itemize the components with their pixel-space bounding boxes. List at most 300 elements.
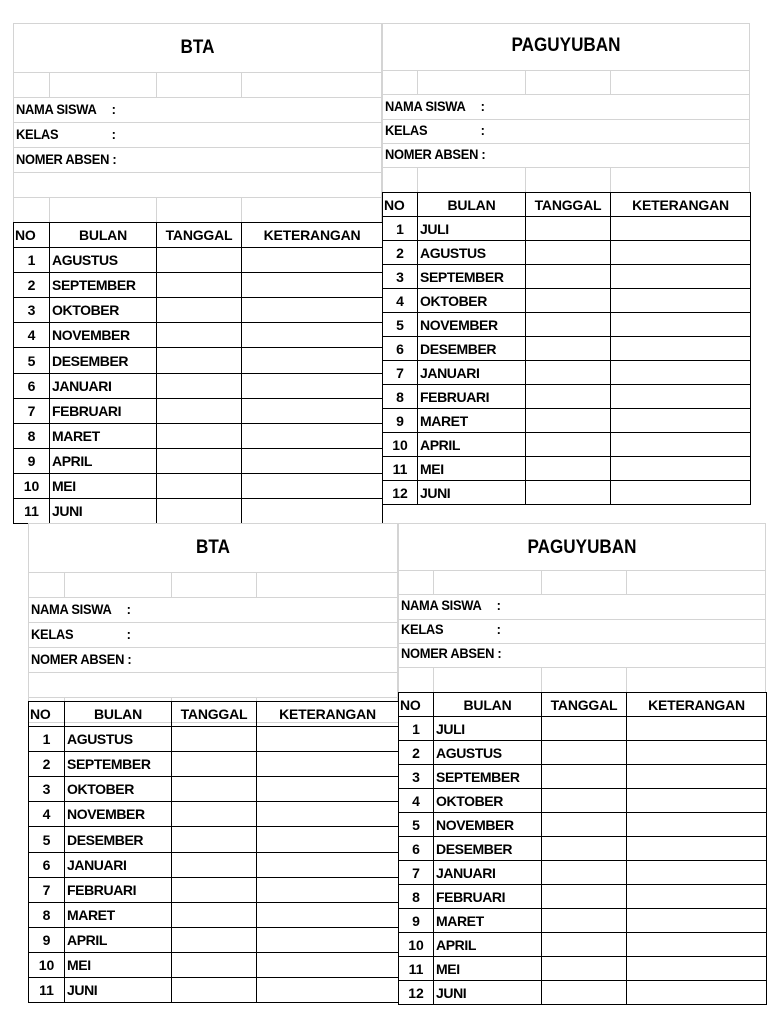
notes-cell[interactable] (627, 957, 767, 981)
table-row (383, 457, 751, 481)
notes-cell[interactable] (611, 241, 751, 265)
row-month: JUNI (65, 978, 172, 1003)
table-row (29, 802, 399, 827)
row-month: JANUARI (434, 861, 542, 885)
notes-cell[interactable] (627, 813, 767, 837)
table-row (383, 337, 751, 361)
date-cell[interactable] (526, 409, 611, 433)
row-number: 6 (383, 337, 418, 361)
date-cell[interactable] (526, 337, 611, 361)
grid-line (28, 572, 398, 573)
row-month: SEPTEMBER (50, 273, 157, 298)
table-row (399, 813, 767, 837)
student-name-label-text: NAMA SISWA (401, 597, 482, 613)
table-row (399, 957, 767, 981)
table-row (399, 909, 767, 933)
class-label-text: KELAS (16, 126, 59, 142)
date-cell[interactable] (526, 385, 611, 409)
grid-line (541, 667, 542, 692)
row-number: 9 (14, 448, 50, 473)
row-month: AGUSTUS (418, 241, 526, 265)
table-row (29, 902, 399, 927)
date-cell[interactable] (157, 398, 242, 423)
row-month: JANUARI (50, 373, 157, 398)
row-number: 11 (399, 957, 434, 981)
date-cell[interactable] (542, 741, 627, 765)
column-date-header: TANGGAL (542, 693, 627, 717)
table-row (399, 981, 767, 1005)
notes-cell[interactable] (611, 409, 751, 433)
row-month: OKTOBER (50, 298, 157, 323)
row-number: 1 (399, 717, 434, 741)
absence-number-label-text: NOMER ABSEN : (31, 651, 132, 667)
table-row (399, 861, 767, 885)
notes-cell[interactable] (611, 385, 751, 409)
colon: : (126, 601, 131, 617)
row-number: 11 (14, 499, 50, 524)
grid-line (382, 119, 750, 120)
notes-cell[interactable] (257, 727, 399, 752)
grid-line (13, 97, 382, 98)
absence-number-label-text: NOMER ABSEN : (401, 645, 502, 661)
notes-cell[interactable] (257, 752, 399, 777)
column-no-header: NO (29, 702, 65, 727)
grid-line (541, 570, 542, 594)
date-cell[interactable] (542, 813, 627, 837)
table-row (383, 433, 751, 457)
row-number: 10 (29, 952, 65, 977)
row-number: 4 (14, 323, 50, 348)
class-label (385, 122, 485, 138)
notes-cell[interactable] (257, 777, 399, 802)
row-month: JANUARI (418, 361, 526, 385)
row-month: APRIL (65, 927, 172, 952)
row-number: 4 (29, 802, 65, 827)
row-month: DESEMBER (50, 348, 157, 373)
row-number: 2 (399, 741, 434, 765)
date-cell[interactable] (526, 265, 611, 289)
row-number: 8 (383, 385, 418, 409)
column-month-header: BULAN (65, 702, 172, 727)
notes-cell[interactable] (242, 448, 383, 473)
grid-line (13, 197, 382, 198)
table-row (29, 777, 399, 802)
row-month: DESEMBER (65, 827, 172, 852)
notes-cell[interactable] (242, 398, 383, 423)
table-header-row (14, 223, 383, 248)
grid-line (13, 147, 382, 148)
grid-line (398, 523, 399, 692)
grid-line (49, 72, 50, 97)
class-label (16, 126, 116, 142)
column-month-header: BULAN (434, 693, 542, 717)
row-number: 2 (383, 241, 418, 265)
row-number: 11 (383, 457, 418, 481)
grid-line (382, 70, 750, 71)
row-number: 6 (399, 837, 434, 861)
colon: : (111, 101, 116, 117)
notes-cell[interactable] (257, 902, 399, 927)
grid-line (28, 622, 398, 623)
notes-cell[interactable] (611, 361, 751, 385)
date-cell[interactable] (157, 499, 242, 524)
date-cell[interactable] (542, 909, 627, 933)
notes-cell[interactable] (627, 885, 767, 909)
date-cell[interactable] (172, 978, 257, 1003)
notes-cell[interactable] (627, 717, 767, 741)
colon: : (111, 126, 116, 142)
notes-cell[interactable] (627, 909, 767, 933)
grid-line (610, 167, 611, 192)
table-header-row (383, 193, 751, 217)
table-row (399, 717, 767, 741)
class-label (401, 621, 501, 637)
date-cell[interactable] (526, 313, 611, 337)
table-row (14, 473, 383, 498)
date-cell[interactable] (157, 298, 242, 323)
row-number: 6 (29, 852, 65, 877)
column-notes-header: KETERANGAN (611, 193, 751, 217)
notes-cell[interactable] (242, 273, 383, 298)
table-row (29, 978, 399, 1003)
table-row (29, 827, 399, 852)
grid-line (171, 572, 172, 597)
row-month: JUNI (50, 499, 157, 524)
grid-line (13, 23, 14, 222)
notes-cell[interactable] (627, 933, 767, 957)
colon: : (480, 122, 485, 138)
row-number: 1 (383, 217, 418, 241)
date-cell[interactable] (526, 433, 611, 457)
row-month: OKTOBER (418, 289, 526, 313)
table-row (383, 409, 751, 433)
date-cell[interactable] (172, 752, 257, 777)
grid-line (241, 72, 242, 97)
notes-cell[interactable] (611, 457, 751, 481)
notes-cell[interactable] (611, 217, 751, 241)
absence-number-label-text: NOMER ABSEN : (16, 151, 117, 167)
row-month: AGUSTUS (50, 248, 157, 273)
date-cell[interactable] (526, 289, 611, 313)
notes-cell[interactable] (257, 978, 399, 1003)
date-cell[interactable] (526, 481, 611, 505)
notes-cell[interactable] (611, 433, 751, 457)
class-label (31, 626, 131, 642)
notes-cell[interactable] (242, 298, 383, 323)
notes-cell[interactable] (257, 852, 399, 877)
row-month: NOVEMBER (418, 313, 526, 337)
student-name-label (385, 98, 485, 114)
table-row (14, 448, 383, 473)
row-month: MARET (418, 409, 526, 433)
table-row (14, 248, 383, 273)
grid-line (382, 23, 750, 24)
date-cell[interactable] (157, 373, 242, 398)
grid-line (28, 672, 398, 673)
grid-line (382, 167, 750, 168)
card-title: PAGUYUBAN (527, 537, 637, 558)
column-notes-header: KETERANGAN (242, 223, 383, 248)
row-number: 12 (399, 981, 434, 1005)
absence-number-label-text: NOMER ABSEN : (385, 146, 486, 162)
colon: : (480, 98, 485, 114)
grid-line (28, 597, 398, 598)
date-cell[interactable] (172, 777, 257, 802)
date-cell[interactable] (542, 837, 627, 861)
grid-line (156, 197, 157, 222)
grid-line (610, 70, 611, 94)
absence-number-label (385, 146, 485, 162)
row-number: 5 (399, 813, 434, 837)
column-notes-header: KETERANGAN (257, 702, 399, 727)
date-cell[interactable] (172, 902, 257, 927)
card-title: BTA (180, 37, 215, 58)
row-month: OKTOBER (65, 777, 172, 802)
date-cell[interactable] (157, 348, 242, 373)
date-cell[interactable] (542, 885, 627, 909)
date-cell[interactable] (157, 473, 242, 498)
table-row (14, 423, 383, 448)
column-date-header: TANGGAL (172, 702, 257, 727)
table-header-row (399, 693, 767, 717)
row-number: 3 (383, 265, 418, 289)
date-cell[interactable] (172, 727, 257, 752)
attendance-table (13, 222, 383, 524)
row-number: 10 (383, 433, 418, 457)
grid-line (626, 667, 627, 692)
table-row (383, 241, 751, 265)
date-cell[interactable] (542, 789, 627, 813)
row-month: APRIL (50, 448, 157, 473)
column-no-header: NO (383, 193, 418, 217)
absence-number-label (16, 151, 116, 167)
row-month: SEPTEMBER (65, 752, 172, 777)
table-row (399, 789, 767, 813)
colon: : (126, 626, 131, 642)
table-row (29, 927, 399, 952)
notes-cell[interactable] (242, 348, 383, 373)
column-month-header: BULAN (418, 193, 526, 217)
grid-line (382, 94, 750, 95)
row-month: MEI (418, 457, 526, 481)
notes-cell[interactable] (242, 248, 383, 273)
date-cell[interactable] (172, 952, 257, 977)
table-row (399, 765, 767, 789)
column-no-header: NO (399, 693, 434, 717)
grid-line (13, 72, 382, 73)
grid-line (28, 697, 398, 698)
row-month: MARET (65, 902, 172, 927)
row-number: 1 (29, 727, 65, 752)
attendance-table (28, 701, 399, 1003)
grid-line (64, 572, 65, 597)
notes-cell[interactable] (257, 927, 399, 952)
grid-line (398, 523, 766, 524)
table-row (383, 385, 751, 409)
grid-line (13, 172, 382, 173)
notes-cell[interactable] (257, 802, 399, 827)
grid-line (13, 122, 382, 123)
attendance-table (382, 192, 751, 505)
grid-line (398, 619, 766, 620)
class-label-text: KELAS (401, 621, 444, 637)
date-cell[interactable] (526, 361, 611, 385)
row-number: 10 (14, 473, 50, 498)
row-month: APRIL (434, 933, 542, 957)
notes-cell[interactable] (611, 265, 751, 289)
notes-cell[interactable] (257, 827, 399, 852)
row-number: 7 (383, 361, 418, 385)
row-number: 8 (14, 423, 50, 448)
grid-line (765, 523, 766, 692)
notes-cell[interactable] (611, 289, 751, 313)
grid-line (241, 197, 242, 222)
date-cell[interactable] (172, 802, 257, 827)
class-label-text: KELAS (31, 626, 74, 642)
date-cell[interactable] (526, 217, 611, 241)
row-month: JUNI (434, 981, 542, 1005)
row-month: JULI (418, 217, 526, 241)
date-cell[interactable] (542, 765, 627, 789)
grid-line (749, 23, 750, 192)
grid-line (433, 570, 434, 594)
date-cell[interactable] (172, 852, 257, 877)
notes-cell[interactable] (627, 741, 767, 765)
table-row (29, 952, 399, 977)
row-number: 3 (399, 765, 434, 789)
notes-cell[interactable] (242, 499, 383, 524)
row-month: SEPTEMBER (418, 265, 526, 289)
row-month: FEBRUARI (418, 385, 526, 409)
notes-cell[interactable] (611, 313, 751, 337)
table-row (399, 741, 767, 765)
grid-line (256, 572, 257, 597)
grid-line (156, 72, 157, 97)
row-month: APRIL (418, 433, 526, 457)
row-month: FEBRUARI (50, 398, 157, 423)
table-row (29, 752, 399, 777)
table-row (14, 499, 383, 524)
row-number: 9 (399, 909, 434, 933)
row-month: JANUARI (65, 852, 172, 877)
date-cell[interactable] (542, 981, 627, 1005)
table-row (383, 265, 751, 289)
colon: : (496, 621, 501, 637)
table-row (383, 361, 751, 385)
grid-line (49, 197, 50, 222)
notes-cell[interactable] (627, 789, 767, 813)
notes-cell[interactable] (627, 837, 767, 861)
table-row (14, 398, 383, 423)
notes-cell[interactable] (611, 337, 751, 361)
notes-cell[interactable] (242, 373, 383, 398)
row-number: 5 (383, 313, 418, 337)
row-number: 9 (29, 927, 65, 952)
date-cell[interactable] (157, 448, 242, 473)
date-cell[interactable] (172, 827, 257, 852)
student-name-label (401, 597, 501, 613)
date-cell[interactable] (157, 323, 242, 348)
row-month: AGUSTUS (65, 727, 172, 752)
date-cell[interactable] (172, 927, 257, 952)
row-month: MARET (434, 909, 542, 933)
grid-line (398, 643, 766, 644)
table-row (383, 217, 751, 241)
table-row (383, 481, 751, 505)
notes-cell[interactable] (257, 877, 399, 902)
date-cell[interactable] (526, 457, 611, 481)
table-row (383, 289, 751, 313)
table-row (29, 877, 399, 902)
date-cell[interactable] (542, 933, 627, 957)
date-cell[interactable] (157, 248, 242, 273)
row-number: 12 (383, 481, 418, 505)
row-number: 7 (399, 861, 434, 885)
grid-line (525, 167, 526, 192)
row-month: AGUSTUS (434, 741, 542, 765)
notes-cell[interactable] (627, 861, 767, 885)
grid-line (13, 23, 382, 24)
notes-cell[interactable] (242, 423, 383, 448)
row-number: 8 (399, 885, 434, 909)
row-number: 2 (29, 752, 65, 777)
grid-line (525, 70, 526, 94)
row-number: 5 (14, 348, 50, 373)
row-month: MARET (50, 423, 157, 448)
row-number: 4 (399, 789, 434, 813)
date-cell[interactable] (542, 957, 627, 981)
row-number: 4 (383, 289, 418, 313)
row-month: DESEMBER (434, 837, 542, 861)
grid-line (28, 523, 398, 524)
notes-cell[interactable] (257, 952, 399, 977)
table-row (399, 837, 767, 861)
notes-cell[interactable] (627, 765, 767, 789)
student-name-label (16, 101, 116, 117)
grid-line (28, 523, 29, 701)
row-number: 6 (14, 373, 50, 398)
column-date-header: TANGGAL (526, 193, 611, 217)
grid-line (398, 570, 766, 571)
table-row (14, 348, 383, 373)
date-cell[interactable] (526, 241, 611, 265)
grid-line (382, 23, 383, 192)
row-number: 11 (29, 978, 65, 1003)
notes-cell[interactable] (242, 323, 383, 348)
notes-cell[interactable] (242, 473, 383, 498)
notes-cell[interactable] (627, 981, 767, 1005)
table-row (399, 885, 767, 909)
date-cell[interactable] (542, 717, 627, 741)
card-title: BTA (196, 537, 230, 558)
row-month: SEPTEMBER (434, 765, 542, 789)
row-number: 7 (14, 398, 50, 423)
row-month: OKTOBER (434, 789, 542, 813)
class-label-text: KELAS (385, 122, 428, 138)
colon: : (496, 597, 501, 613)
date-cell[interactable] (542, 861, 627, 885)
table-row (14, 273, 383, 298)
row-month: FEBRUARI (434, 885, 542, 909)
row-month: JUNI (418, 481, 526, 505)
table-row (14, 298, 383, 323)
date-cell[interactable] (157, 423, 242, 448)
student-name-label-text: NAMA SISWA (385, 98, 466, 114)
date-cell[interactable] (172, 877, 257, 902)
notes-cell[interactable] (611, 481, 751, 505)
card-title: PAGUYUBAN (511, 35, 621, 56)
date-cell[interactable] (157, 273, 242, 298)
